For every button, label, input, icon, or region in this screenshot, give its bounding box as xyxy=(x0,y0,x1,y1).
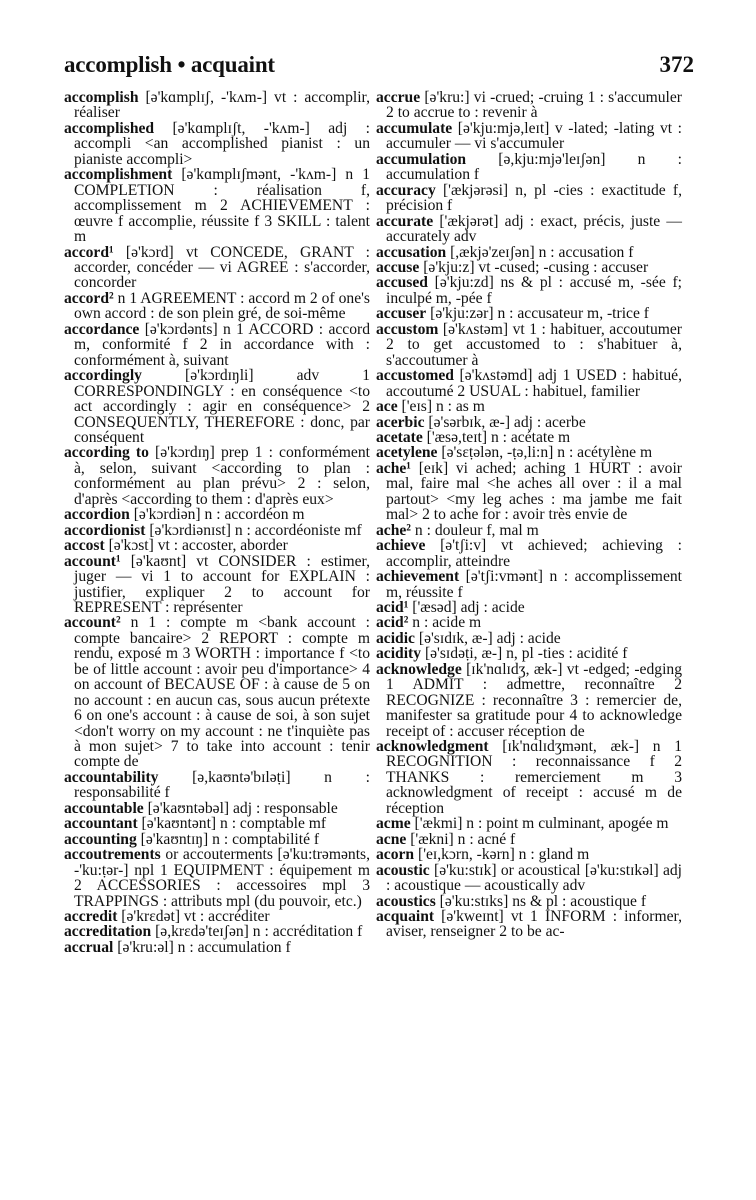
entry-definition: [ə'kaʊntənt] n : comptable mf xyxy=(137,815,327,833)
dictionary-entry xyxy=(376,739,682,816)
entry-definition: [ə'ku:stɪk] or acoustical [ə'ku:stɪkəl] adj : acoustique — acoustically adv xyxy=(386,861,682,895)
entry-definition: ['æsə,teɪt] n : acétate m xyxy=(422,428,571,446)
entry-definition: [ə'kɑmplɪʃ, -'kʌm-] vt : accomplir, réaliser xyxy=(74,89,370,122)
entry-headword: acoustic xyxy=(376,861,430,879)
entry-definition: n : douleur f, mal m xyxy=(411,521,539,539)
entry-headword: accuse xyxy=(376,258,420,276)
entry-definition: [ə,kaʊntə'bɪləṭi] n : responsabilité f xyxy=(74,768,370,802)
dictionary-entry xyxy=(376,863,682,894)
entry-headword: accordingly xyxy=(64,367,142,385)
entry-headword: acidic xyxy=(376,629,415,647)
entry-headword: accumulation xyxy=(376,150,467,168)
dictionary-entry xyxy=(64,940,370,955)
entry-definition: [ə'kɔrdiənɪst] n : accordéoniste mf xyxy=(145,521,362,539)
entry-definition: [ə'tʃi:vmənt] n : accomplissement m, réussite f xyxy=(386,568,682,601)
entry-definition: [ə'kru:əl] n : accumulation f xyxy=(113,938,291,956)
dictionary-entry xyxy=(376,90,682,121)
dictionary-entry xyxy=(64,445,370,507)
dictionary-entry xyxy=(376,832,682,847)
dictionary-entry xyxy=(64,291,370,322)
dictionary-entry xyxy=(376,523,682,538)
entry-definition: [ə'sɛṭələn, -ṭə,li:n] n : acétylène m xyxy=(437,444,653,462)
entry-headword: accrue xyxy=(376,89,421,106)
entry-definition: [ə'kɔrdənts] n 1 ACCORD : accord m, conformité f 2 in accordance with : conformément à, suivant xyxy=(74,320,370,369)
entry-headword: accreditation xyxy=(64,923,152,941)
entry-headword: achievement xyxy=(376,568,460,586)
entry-definition: ['eɪ,kɔrn, -kərn] n : gland m xyxy=(414,846,590,864)
page-number: 372 xyxy=(659,52,694,77)
dictionary-entry xyxy=(376,183,682,214)
entry-headword: acknowledgment xyxy=(376,738,489,756)
entry-definition: [ə'kʌstəmd] adj 1 USED : habitué, accoutumé 2 USUAL : habituel, familier xyxy=(386,367,682,400)
dictionary-entry xyxy=(376,816,682,831)
entry-definition: [ə'kju:mjə,leɪt] v -lated; -lating vt : accumuler — vi s'accumuler xyxy=(386,119,682,153)
entry-definition: [ə,kju:mjə'leɪʃən] n : accumulation f xyxy=(386,150,682,184)
entry-headword: acid² xyxy=(376,614,409,632)
dictionary-entry xyxy=(376,646,682,661)
dictionary-entry xyxy=(376,430,682,445)
entry-headword: accountable xyxy=(64,799,144,817)
dictionary-entry xyxy=(64,554,370,616)
dictionary-entry xyxy=(376,275,682,306)
entry-headword: accomplished xyxy=(64,119,155,137)
right-column xyxy=(376,90,682,940)
dictionary-entry xyxy=(64,167,370,244)
entry-definition: ['ækmi] n : point m culminant, apogée m xyxy=(410,815,669,833)
dictionary-entry xyxy=(64,924,370,939)
dictionary-entry xyxy=(376,245,682,260)
dictionary-entry xyxy=(64,615,370,770)
dictionary-entry xyxy=(64,121,370,167)
entry-definition: [ə'kweɪnt] vt 1 INFORM : informer, aviser, renseigner 2 to be ac- xyxy=(386,908,682,941)
dictionary-entry xyxy=(376,461,682,523)
entry-definition: [ɪk'nɑlɪdʒ, æk-] vt -edged; -edging 1 ADMIT : admettre, reconnaître 2 RECOGNIZE : reconnaître 3 : remercier de, manifester sa gratitude pour 4 to acknowledge receipt of : accuser réception de xyxy=(386,660,682,740)
entry-definition: [ə'kju:z] vt -cused; -cusing : accuser xyxy=(419,258,649,276)
entry-definition: ['ækjərət] adj : exact, précis, juste — accurately adv xyxy=(386,212,682,246)
entry-definition: ['ækni] n : acné f xyxy=(406,830,516,848)
entry-headword: accumulate xyxy=(376,119,453,137)
entry-definition: [ə'kɔrd] vt CONCEDE, GRANT : accorder, concéder — vi AGREE : s'accorder, concorder xyxy=(74,243,370,292)
dictionary-entry xyxy=(376,152,682,183)
entry-headword: acetate xyxy=(376,428,423,446)
dictionary-entry xyxy=(64,322,370,368)
entry-definition: [ə'kju:zər] n : accusateur m, -trice f xyxy=(426,305,649,323)
entry-headword: accredit xyxy=(64,908,118,926)
entry-headword: accuser xyxy=(376,305,427,323)
entry-headword: acknowledge xyxy=(376,660,462,678)
entry-definition: [ə'tʃi:v] vt achieved; achieving : accomplir, atteindre xyxy=(386,537,682,570)
dictionary-entry xyxy=(376,631,682,646)
entry-definition: [ə,krɛdə'teɪʃən] n : accréditation f xyxy=(151,923,363,941)
entry-definition: [ə'kɔrdɪŋ] prep 1 : conformément à, selon, suivant <according to plan : conformément au plan prévu> 2 : selon, d'après <according to them : d'après eux> xyxy=(74,444,370,508)
dictionary-entry xyxy=(376,909,682,940)
entry-definition: [ə'ku:stɪks] ns & pl : acoustique f xyxy=(435,892,647,910)
entry-headword: accomplish xyxy=(64,89,139,106)
guide-words: accomplish • acquaint xyxy=(64,52,275,77)
entry-headword: acorn xyxy=(376,846,415,864)
dictionary-entry xyxy=(376,260,682,275)
entry-definition: ['æsəd] adj : acide xyxy=(408,598,525,616)
entry-definition: ['eɪs] n : as m xyxy=(397,398,485,416)
dictionary-entry xyxy=(64,847,370,909)
entry-headword: accoutrements xyxy=(64,846,161,864)
entry-headword: accomplishment xyxy=(64,166,173,184)
dictionary-entry xyxy=(376,399,682,414)
entry-definition: [ə'kɔst] vt : accoster, aborder xyxy=(104,537,288,555)
dictionary-entry xyxy=(376,214,682,245)
dictionary-entry xyxy=(376,847,682,862)
entry-definition: n : acide m xyxy=(408,614,482,632)
entry-headword: accordance xyxy=(64,320,140,338)
entry-headword: accord² xyxy=(64,289,114,307)
dictionary-entry xyxy=(64,90,370,121)
entry-headword: accost xyxy=(64,537,105,555)
entry-definition: [ə'kaʊnt] vt CONSIDER : estimer, juger — vi 1 to account for EXPLAIN : justifier, expliquer 2 to account for REPRESENT : représenter xyxy=(74,552,370,616)
entry-headword: acid¹ xyxy=(376,598,409,616)
entry-headword: accused xyxy=(376,274,428,292)
entry-headword: ace xyxy=(376,398,398,416)
entry-definition: [ə'kaʊntəbəl] adj : responsable xyxy=(143,799,338,817)
entry-headword: acetylene xyxy=(376,444,438,462)
entry-headword: ache² xyxy=(376,521,411,539)
entry-headword: accountability xyxy=(64,768,159,786)
entry-definition: [ɪk'nɑlɪdʒmənt, æk-] n 1 RECOGNITION : reconnaissance f 2 THANKS : remerciement m 3 acknowledgment of receipt : accusé m de réception xyxy=(386,738,682,817)
entry-definition: [ə'kɑmplɪʃmənt, -'kʌm-] n 1 COMPLETION : réalisation f, accomplissement m 2 ACHIEVEMENT : œuvre f accomplie, réussite f 3 SKILL : talent m xyxy=(74,166,370,246)
entry-headword: accountant xyxy=(64,815,138,833)
entry-headword: ache¹ xyxy=(376,459,411,477)
entry-definition: [ə'sɪdɪk, æ-] adj : acide xyxy=(414,629,561,647)
entry-definition: [ə'kju:zd] ns & pl : accusé m, -sée f; inculpé m, -pée f xyxy=(386,274,682,307)
dictionary-entry xyxy=(376,121,682,152)
dictionary-entry xyxy=(64,801,370,816)
entry-definition: [ə'kaʊntɪŋ] n : comptabilité f xyxy=(136,830,320,848)
entry-definition: [eɪk] vi ached; aching 1 HURT : avoir mal, faire mal <he aches all over : il a mal partout> <my leg aches : ma jambe me fait mal> 2 to ache for : avoir très envie de xyxy=(386,459,682,524)
dictionary-entry xyxy=(64,523,370,538)
entry-definition: [ə'kru:] vi -crued; -cruing 1 : s'accumuler 2 to accrue to : revenir à xyxy=(386,89,682,122)
entry-headword: accounting xyxy=(64,830,137,848)
entry-definition: [ə'krɛdət] vt : accréditer xyxy=(117,908,270,926)
entry-headword: acquaint xyxy=(376,908,435,926)
entry-definition: [ə'sərbɪk, æ-] adj : acerbe xyxy=(424,413,586,431)
entry-headword: acme xyxy=(376,815,411,833)
dictionary-entry xyxy=(64,909,370,924)
entry-headword: account² xyxy=(64,614,121,632)
entry-definition: [ə'kɔrdiən] n : accordéon m xyxy=(129,506,305,524)
entry-definition: ['ækjərəsi] n, pl -cies : exactitude f, précision f xyxy=(386,181,682,215)
entry-headword: accustom xyxy=(376,320,439,338)
dictionary-entry xyxy=(64,368,370,445)
entry-headword: accordionist xyxy=(64,521,146,539)
entry-definition: [ə'kɔrdɪŋli] adv 1 CORRESPONDINGLY : en conséquence <to act accordingly : agir en conséquence> 2 CONSEQUENTLY, THEREFORE : donc, par conséquent xyxy=(74,367,370,446)
entry-definition: n 1 : compte m <bank account : compte bancaire> 2 REPORT : compte m rendu, exposé m 3 WORTH : importance f <to be of little account : avoir peu d'importance> 4 on account of BECAUSE OF : à cause de 5 on no account : en aucun cas, sous aucun prétexte 6 on one's account : à cause de soi, à son sujet <don't worry on my account : ne t'inquiète pas à mon sujet> 7 to take into account : tenir compte de xyxy=(74,614,370,771)
dictionary-entry xyxy=(376,894,682,909)
dictionary-entry xyxy=(64,245,370,291)
dictionary-entry xyxy=(376,368,682,399)
dictionary-entry xyxy=(64,770,370,801)
dictionary-entry xyxy=(376,569,682,600)
entry-headword: acne xyxy=(376,830,407,848)
entry-headword: accuracy xyxy=(376,181,436,199)
entry-headword: accurate xyxy=(376,212,434,230)
entry-definition: n 1 AGREEMENT : accord m 2 of one's own accord : de son plein gré, de soi-même xyxy=(74,289,370,323)
dictionary-entry xyxy=(376,538,682,569)
entry-headword: acidity xyxy=(376,645,422,663)
entry-definition: or accouterments [ə'ku:trəmənts, -'ku:ṭər-] npl 1 EQUIPMENT : équipement m 2 ACCESSORIES : accessoires mpl 3 TRAPPINGS : attributs mpl (du pouvoir, etc.) xyxy=(74,846,370,910)
entry-headword: account¹ xyxy=(64,552,121,570)
entry-headword: accusation xyxy=(376,243,447,261)
dictionary-entry xyxy=(64,538,370,553)
entry-headword: according to xyxy=(64,444,149,462)
entry-headword: achieve xyxy=(376,537,426,555)
dictionary-entry xyxy=(376,415,682,430)
entry-definition: [ə'kʌstəm] vt 1 : habituer, accoutumer 2 to get accustomed to : s'habituer à, s'accoutumer à xyxy=(386,320,682,369)
entry-headword: accustomed xyxy=(376,367,454,385)
entry-definition: [,ækjə'zeɪʃən] n : accusation f xyxy=(446,243,634,261)
dictionary-entry xyxy=(376,306,682,321)
entry-headword: accord¹ xyxy=(64,243,114,261)
dictionary-entry xyxy=(64,832,370,847)
dictionary-entry xyxy=(64,816,370,831)
left-column xyxy=(64,90,370,955)
entry-headword: accrual xyxy=(64,938,114,956)
dictionary-entry xyxy=(376,600,682,615)
dictionary-entry xyxy=(376,322,682,368)
entry-headword: accordion xyxy=(64,506,130,524)
entry-definition: [ə'sɪdəṭi, æ-] n, pl -ties : acidité f xyxy=(421,645,628,663)
dictionary-entry xyxy=(64,507,370,522)
entry-headword: acerbic xyxy=(376,413,425,431)
entry-headword: acoustics xyxy=(376,892,436,910)
dictionary-entry xyxy=(376,662,682,739)
dictionary-entry xyxy=(376,615,682,630)
entry-definition: [ə'kɑmplɪʃt, -'kʌm-] adj : accompli <an accomplished pianist : un pianiste accompli> xyxy=(74,119,370,168)
dictionary-entry xyxy=(376,445,682,460)
